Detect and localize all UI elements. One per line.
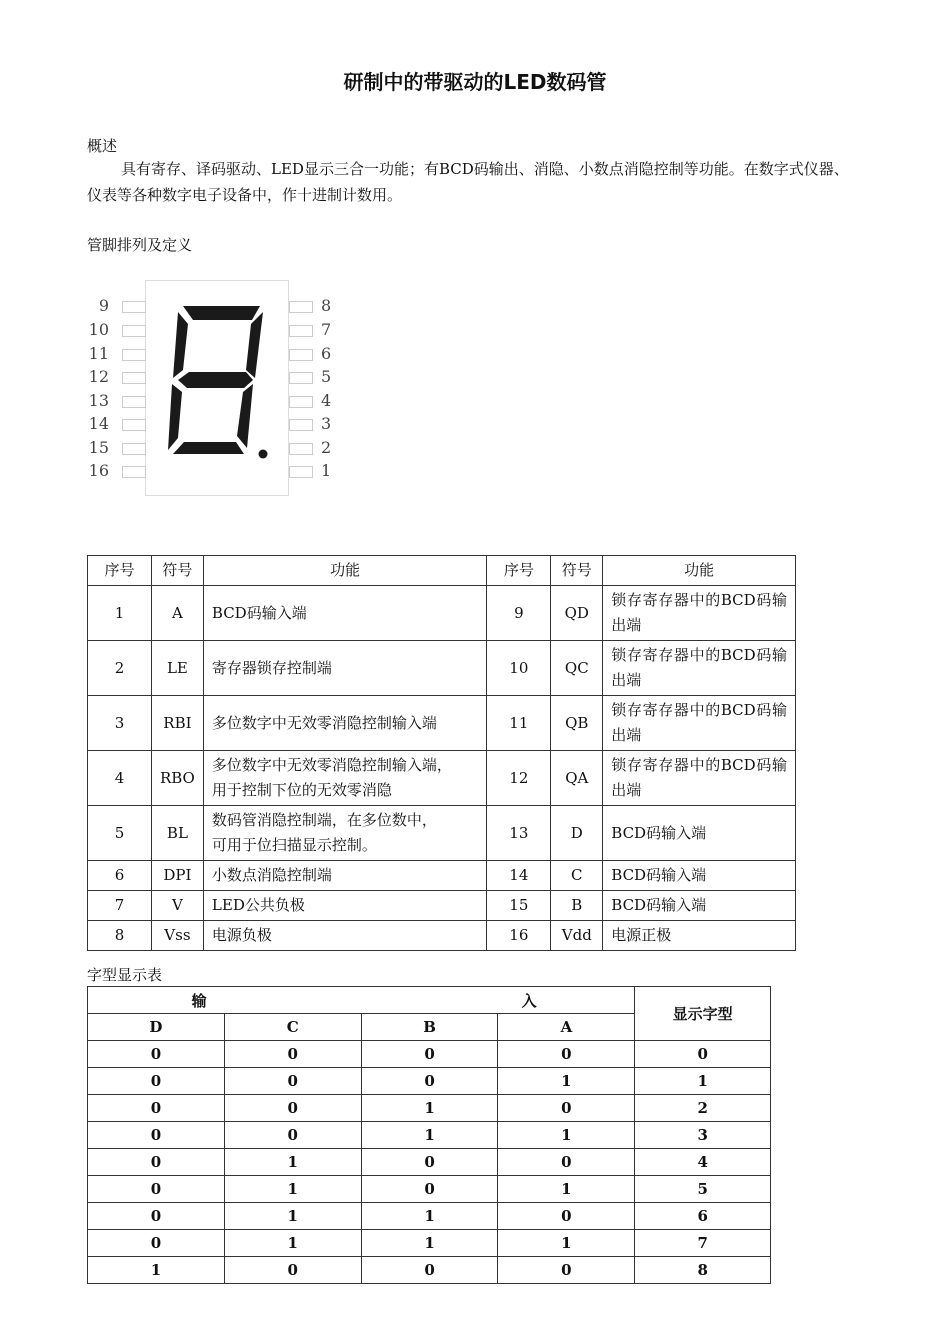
pin-no: 6 <box>88 861 152 891</box>
pin-no: 1 <box>88 586 152 641</box>
table-row <box>88 1149 771 1176</box>
pin-label-right: 2 <box>321 438 332 457</box>
segment-f <box>173 312 188 378</box>
header-function-2: 功能 <box>603 556 796 586</box>
pin-stub-left <box>122 372 146 384</box>
glyph-output-cell: 6 <box>635 1203 771 1230</box>
table-row <box>88 751 796 806</box>
glyph-input-cell: 1 <box>361 1095 498 1122</box>
pin-symbol: BL <box>151 806 203 861</box>
input-label-a: 输 <box>191 991 207 1010</box>
pin-label-left: 9 <box>98 296 109 315</box>
table-row <box>88 586 796 641</box>
segment-dp <box>259 450 268 459</box>
pin-symbol: Vdd <box>551 921 603 951</box>
pin-no: 4 <box>88 751 152 806</box>
glyph-output-cell: 5 <box>635 1176 771 1203</box>
pin-symbol: Vss <box>151 921 203 951</box>
pin-function: 锁存寄存器中的BCD码输出端 <box>603 696 796 751</box>
pin-no: 12 <box>487 751 551 806</box>
glyph-input-cell: 1 <box>498 1176 635 1203</box>
pin-stub-right <box>289 396 313 408</box>
pin-function: 锁存寄存器中的BCD码输出端 <box>603 751 796 806</box>
glyph-input-cell: 1 <box>224 1230 361 1257</box>
glyph-table-heading: 字型显示表 <box>87 966 163 984</box>
glyph-input-cell: 0 <box>224 1095 361 1122</box>
column-header-b: B <box>361 1014 498 1041</box>
glyph-output-cell: 3 <box>635 1122 771 1149</box>
page-title: 研制中的带驱动的LED数码管 <box>343 70 607 94</box>
table-row <box>88 1257 771 1284</box>
pin-function: 电源正极 <box>603 921 796 951</box>
pin-function: 锁存寄存器中的BCD码输出端 <box>603 586 796 641</box>
glyph-output-cell: 4 <box>635 1149 771 1176</box>
glyph-input-cell: 0 <box>88 1230 225 1257</box>
pin-function: LED公共负极 <box>203 891 486 921</box>
pin-label-left: 10 <box>88 320 109 339</box>
glyph-output-cell: 8 <box>635 1257 771 1284</box>
pin-function-line-1: 多位数字中无效零消隐控制输入端， <box>211 756 452 774</box>
pin-label-left: 11 <box>88 344 109 363</box>
table-row <box>88 806 796 861</box>
glyph-input-cell: 0 <box>88 1203 225 1230</box>
glyph-input-cell: 0 <box>361 1068 498 1095</box>
pin-function: BCD码输入端 <box>203 586 486 641</box>
glyph-input-cell: 0 <box>361 1041 498 1068</box>
pin-no: 5 <box>88 806 152 861</box>
table-row <box>88 1176 771 1203</box>
glyph-input-cell: 0 <box>361 1257 498 1284</box>
glyph-display-table <box>87 986 771 1284</box>
table-row <box>88 861 796 891</box>
overview-heading: 概述 <box>87 137 118 155</box>
pin-symbol: QB <box>551 696 603 751</box>
pin-function: 电源负极 <box>203 921 486 951</box>
pin-stub-left <box>122 396 146 408</box>
pin-stub-right <box>289 443 313 455</box>
table-row <box>88 641 796 696</box>
glyph-input-cell: 0 <box>498 1203 635 1230</box>
pin-label-left: 15 <box>88 438 109 457</box>
pin-stub-right <box>289 349 313 361</box>
glyph-input-cell: 0 <box>224 1068 361 1095</box>
seven-segment-icon <box>145 280 289 496</box>
pin-symbol: D <box>551 806 603 861</box>
table-row <box>88 1203 771 1230</box>
glyph-input-cell: 0 <box>224 1122 361 1149</box>
pin-label-left: 16 <box>88 461 109 480</box>
pin-no: 14 <box>487 861 551 891</box>
pin-function: 多位数字中无效零消隐控制输入端 <box>203 696 486 751</box>
pin-stub-left <box>122 301 146 313</box>
pin-label-right: 5 <box>321 367 332 386</box>
pin-label-right: 6 <box>321 344 332 363</box>
pin-symbol: RBI <box>151 696 203 751</box>
header-symbol-1: 符号 <box>151 556 203 586</box>
glyph-input-cell: 1 <box>361 1203 498 1230</box>
pin-function: 寄存器锁存控制端 <box>203 641 486 696</box>
header-no-1: 序号 <box>88 556 152 586</box>
glyph-input-cell: 0 <box>88 1149 225 1176</box>
glyph-input-cell: 1 <box>498 1068 635 1095</box>
pin-symbol: QC <box>551 641 603 696</box>
glyph-input-cell: 0 <box>498 1095 635 1122</box>
pin-stub-left <box>122 325 146 337</box>
overview-text: 具有寄存、译码驱动、LED显示三合一功能；有BCD码输出、消隐、小数点消隐控制等功能。在数字式仪器、仪表等各种数字电子设备中，作十进制计数用。 <box>87 160 849 204</box>
glyph-input-cell: 0 <box>88 1122 225 1149</box>
glyph-input-cell: 0 <box>498 1041 635 1068</box>
pin-stub-right <box>289 466 313 478</box>
glyph-input-cell: 0 <box>88 1068 225 1095</box>
pin-function-line-2: 可用于位扫描显示控制。 <box>211 836 377 854</box>
glyph-input-cell: 0 <box>498 1149 635 1176</box>
pin-label-right: 8 <box>321 296 332 315</box>
pin-no: 3 <box>88 696 152 751</box>
pin-no: 2 <box>88 641 152 696</box>
glyph-input-cell: 1 <box>224 1149 361 1176</box>
pin-label-left: 12 <box>88 367 109 386</box>
pin-function: 锁存寄存器中的BCD码输出端 <box>603 641 796 696</box>
pin-stub-left <box>122 349 146 361</box>
pin-symbol: QD <box>551 586 603 641</box>
glyph-input-cell: 0 <box>361 1149 498 1176</box>
glyph-input-cell: 1 <box>224 1176 361 1203</box>
pin-function-line-2: 用于控制下位的无效零消隐 <box>211 781 392 799</box>
pin-label-right: 4 <box>321 391 332 410</box>
glyph-output-cell: 2 <box>635 1095 771 1122</box>
pin-no: 8 <box>88 921 152 951</box>
pin-stub-left <box>122 466 146 478</box>
glyph-output-cell: 1 <box>635 1068 771 1095</box>
glyph-input-cell: 1 <box>361 1230 498 1257</box>
pin-label-right: 3 <box>321 414 332 433</box>
glyph-input-cell: 1 <box>88 1257 225 1284</box>
glyph-input-cell: 1 <box>498 1230 635 1257</box>
segment-e <box>168 384 182 450</box>
pin-stub-left <box>122 443 146 455</box>
glyph-output-cell: 0 <box>635 1041 771 1068</box>
input-label-b: 入 <box>521 991 537 1010</box>
table-row <box>88 921 796 951</box>
glyph-input-cell: 0 <box>88 1095 225 1122</box>
column-header-c: C <box>224 1014 361 1041</box>
seven-segment-diagram <box>85 280 345 500</box>
header-symbol-2: 符号 <box>551 556 603 586</box>
glyph-table-header-row-1 <box>88 987 771 1014</box>
pin-no: 7 <box>88 891 152 921</box>
pin-symbol: RBO <box>151 751 203 806</box>
glyph-input-cell: 0 <box>88 1041 225 1068</box>
pin-stub-right <box>289 325 313 337</box>
pin-symbol: A <box>151 586 203 641</box>
pin-table-header <box>88 556 796 586</box>
pin-function: BCD码输入端 <box>603 806 796 861</box>
column-header-d: D <box>88 1014 225 1041</box>
table-row <box>88 891 796 921</box>
glyph-input-cell: 1 <box>498 1122 635 1149</box>
header-function-1: 功能 <box>203 556 486 586</box>
pin-symbol: LE <box>151 641 203 696</box>
pin-symbol: V <box>151 891 203 921</box>
pin-symbol: B <box>551 891 603 921</box>
glyph-input-cell: 1 <box>224 1203 361 1230</box>
pin-label-right: 1 <box>321 461 332 480</box>
segment-b <box>246 312 263 378</box>
table-row <box>88 1068 771 1095</box>
pin-definition-table <box>87 555 796 951</box>
pin-symbol: DPI <box>151 861 203 891</box>
table-row <box>88 1230 771 1257</box>
pin-no: 13 <box>487 806 551 861</box>
pin-no: 9 <box>487 586 551 641</box>
pin-stub-left <box>122 419 146 431</box>
glyph-input-cell: 0 <box>498 1257 635 1284</box>
pin-stub-right <box>289 419 313 431</box>
pin-no: 11 <box>487 696 551 751</box>
glyph-input-cell: 0 <box>361 1176 498 1203</box>
pin-symbol: QA <box>551 751 603 806</box>
table-row <box>88 1041 771 1068</box>
glyph-input-cell: 0 <box>88 1176 225 1203</box>
segment-c <box>237 384 253 448</box>
table-row <box>88 696 796 751</box>
pin-function: BCD码输入端 <box>603 861 796 891</box>
input-header <box>88 987 635 1014</box>
pin-stub-right <box>289 372 313 384</box>
pin-function: 小数点消隐控制端 <box>203 861 486 891</box>
pin-function <box>203 751 486 806</box>
pin-function-line-1: 数码管消隐控制端，在多位数中， <box>211 811 437 829</box>
pin-label-right: 7 <box>321 320 332 339</box>
pin-label-left: 14 <box>88 414 109 433</box>
header-no-2: 序号 <box>487 556 551 586</box>
segment-d <box>173 442 244 454</box>
glyph-input-cell: 1 <box>361 1122 498 1149</box>
segment-g <box>178 372 253 388</box>
pinout-heading: 管脚排列及定义 <box>87 236 193 254</box>
output-header: 显示字型 <box>635 987 771 1041</box>
pin-label-left: 13 <box>88 391 109 410</box>
table-row <box>88 1122 771 1149</box>
pin-stub-right <box>289 301 313 313</box>
segment-a <box>183 306 260 320</box>
pin-symbol: C <box>551 861 603 891</box>
pin-function <box>203 806 486 861</box>
pin-no: 15 <box>487 891 551 921</box>
glyph-input-cell: 0 <box>224 1041 361 1068</box>
pin-no: 10 <box>487 641 551 696</box>
glyph-output-cell: 7 <box>635 1230 771 1257</box>
pin-no: 16 <box>487 921 551 951</box>
column-header-a: A <box>498 1014 635 1041</box>
pin-function: BCD码输入端 <box>603 891 796 921</box>
table-row <box>88 1095 771 1122</box>
glyph-input-cell: 0 <box>224 1257 361 1284</box>
